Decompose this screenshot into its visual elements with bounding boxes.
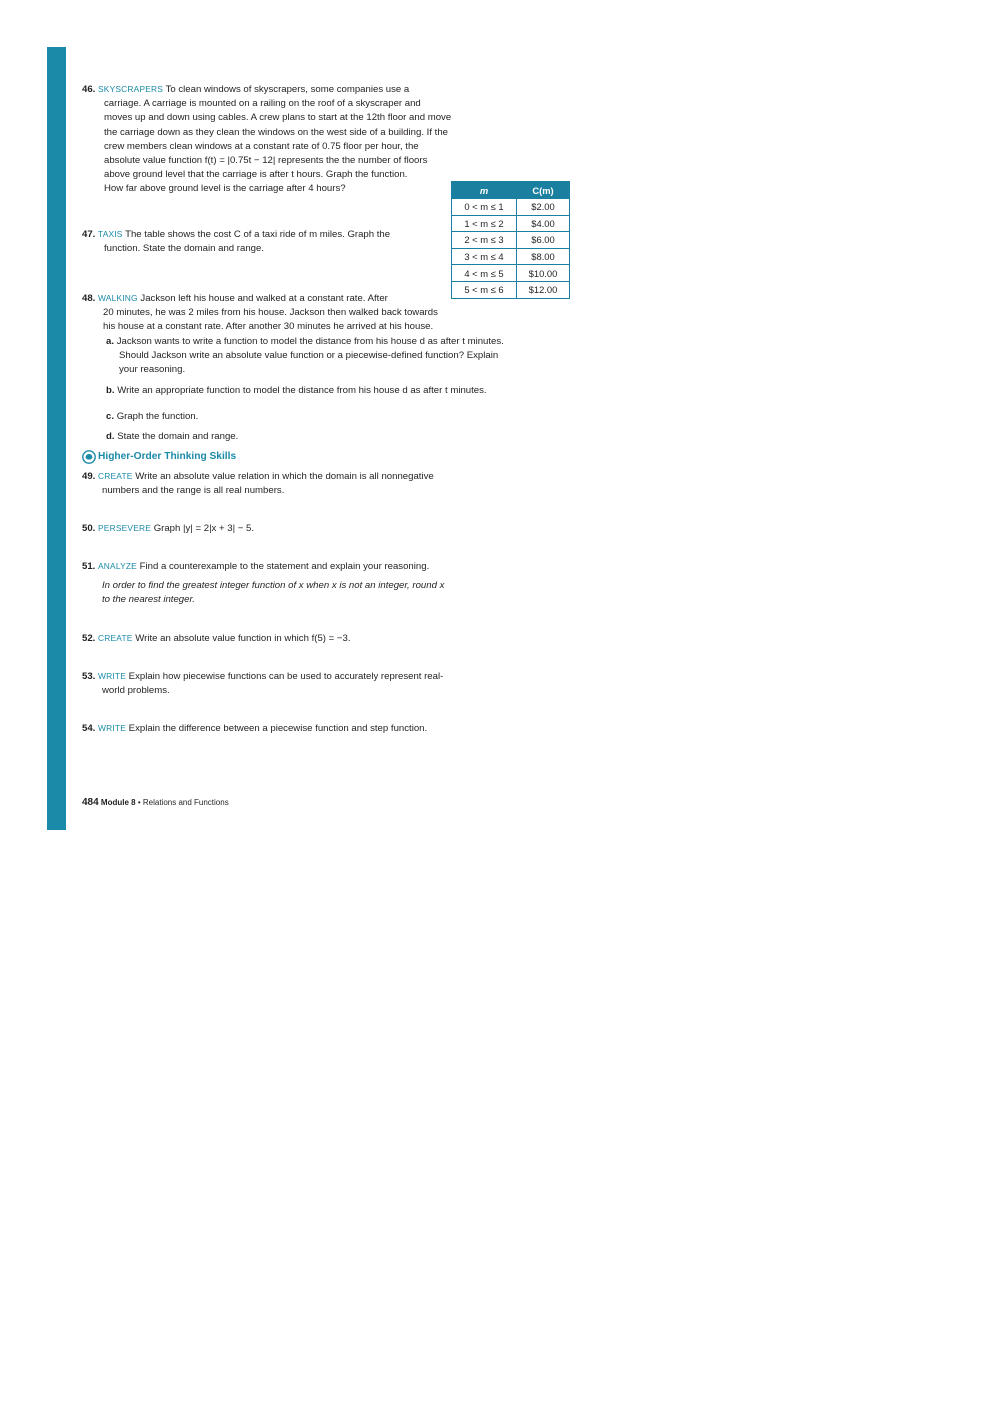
exercise-48b — [106, 384, 569, 398]
exercise-number: 51. — [82, 561, 96, 572]
part-label: a. — [106, 336, 115, 347]
brain-icon — [82, 450, 96, 464]
exercise-53 — [82, 669, 502, 698]
exercise-topic-tag: WALKING — [98, 293, 138, 303]
exercise-48 — [82, 291, 502, 335]
table-header-m — [452, 182, 517, 199]
exercise-text: How far above ground level is the carriage after 4 hours? — [104, 183, 346, 195]
exercise-49 — [82, 469, 502, 498]
exercise-number: 47. — [82, 229, 96, 240]
table-header-row — [452, 182, 570, 199]
exercise-text: Should Jackson write an absolute value function or a piecewise-defined function? Explain — [119, 350, 499, 362]
exercise-49-line-1 — [82, 469, 502, 484]
exercise-53-line-1 — [82, 669, 502, 684]
exercise-text: In order to find the greatest integer function of x when x is not an integer, round x — [102, 580, 445, 591]
exercise-48c — [106, 410, 569, 424]
exercise-text: 20 minutes, he was 2 miles from his house. Jackson then walked back towards — [103, 307, 438, 319]
table-cell: $10.00 — [517, 265, 570, 282]
exercise-number: 48. — [82, 293, 96, 304]
exercise-text: Write an appropriate function to model the distance from his house d as after t minutes. — [117, 385, 487, 396]
exercise-text: your reasoning. — [119, 364, 186, 376]
page-number: 484 — [82, 797, 99, 808]
exercise-text: to the nearest integer. — [102, 594, 195, 606]
exercise-text: absolute value function f(t) = |0.75t − 12| represents the the number of floors — [104, 155, 428, 167]
table-row — [452, 281, 570, 298]
exercise-text: Write an absolute value relation in which the domain is all nonnegative — [135, 471, 434, 482]
exercise-text: crew members clean windows at a constant rate of 0.75 floor per hour, the — [104, 140, 419, 152]
part-label: b. — [106, 385, 115, 396]
exercise-text: State the domain and range. — [117, 431, 239, 442]
exercise-48-line-1 — [82, 291, 502, 306]
exercise-51 — [82, 559, 502, 574]
exercise-topic-tag: PERSEVERE — [98, 523, 152, 533]
table-cell: 3 < m ≤ 4 — [452, 248, 517, 265]
exercise-topic-tag: SKYSCRAPERS — [98, 84, 164, 94]
exercise-text: numbers and the range is all real numbers. — [102, 485, 285, 497]
page-footer — [82, 797, 229, 808]
table-row — [452, 215, 570, 232]
exercise-51-statement — [102, 579, 522, 607]
exercise-topic-tag: WRITE — [98, 723, 126, 733]
exercise-text: moves up and down using cables. A crew plans to start at the 12th floor and move — [104, 112, 452, 124]
module-color-bar — [47, 47, 66, 830]
part-label: d. — [106, 431, 115, 442]
table-row — [452, 248, 570, 265]
table-header-cost: C(m) — [517, 182, 570, 199]
exercise-text: function. State the domain and range. — [104, 243, 265, 255]
table-cell: $12.00 — [517, 281, 570, 298]
module-label: Module 8 — [100, 798, 136, 807]
exercise-text: his house at a constant rate. After another 30 minutes he arrived at his house. — [103, 321, 434, 333]
module-title: Relations and Functions — [142, 798, 229, 807]
exercise-text: Graph |y| = 2|x + 3| − 5. — [153, 523, 255, 534]
exercise-52 — [82, 631, 502, 646]
exercise-text: Explain the difference between a piecewise function and step function. — [128, 723, 428, 734]
table-row — [452, 199, 570, 216]
exercise-46-line-1 — [82, 82, 512, 97]
exercise-47-line-1 — [82, 227, 442, 242]
exercise-text: carriage. A carriage is mounted on a railing on the roof of a skyscraper and — [104, 98, 421, 110]
exercise-number: 46. — [82, 84, 96, 95]
exercise-number: 50. — [82, 523, 96, 534]
exercise-50 — [82, 521, 502, 536]
table-cell: 4 < m ≤ 5 — [452, 265, 517, 282]
table-cell: $6.00 — [517, 232, 570, 249]
exercise-48-body — [82, 306, 502, 334]
exercise-46 — [82, 82, 512, 197]
hots-title: Higher-Order Thinking Skills — [98, 451, 237, 462]
exercise-number: 54. — [82, 723, 96, 734]
exercise-text: Explain how piecewise functions can be used to accurately represent real- — [128, 671, 444, 682]
table-cell: 0 < m ≤ 1 — [452, 199, 517, 216]
exercise-number: 52. — [82, 633, 96, 644]
exercise-text: To clean windows of skyscrapers, some companies use a — [165, 84, 410, 95]
table-cell: $4.00 — [517, 215, 570, 232]
table-cell: 5 < m ≤ 6 — [452, 281, 517, 298]
footer-separator: • — [137, 798, 141, 807]
exercise-54 — [82, 721, 502, 736]
table-cell: 2 < m ≤ 3 — [452, 232, 517, 249]
taxi-cost-table — [451, 181, 570, 299]
hots-heading — [82, 450, 236, 464]
exercise-48a — [106, 335, 569, 378]
exercise-47 — [82, 227, 442, 256]
exercise-topic-tag: TAXIS — [98, 229, 123, 239]
exercise-text: Jackson wants to write a function to model the distance from his house d as after t minutes. — [116, 336, 504, 347]
exercise-number: 49. — [82, 471, 96, 482]
exercise-topic-tag: ANALYZE — [98, 561, 137, 571]
table-cell: $2.00 — [517, 199, 570, 216]
exercise-text: above ground level that the carriage is after t hours. Graph the function. — [104, 169, 408, 181]
table-cell: $8.00 — [517, 248, 570, 265]
table-row — [452, 232, 570, 249]
exercise-text: world problems. — [102, 685, 170, 697]
exercise-text: Jackson left his house and walked at a constant rate. After — [140, 293, 388, 304]
exercise-number: 53. — [82, 671, 96, 682]
header-text: m — [479, 184, 489, 196]
part-label: c. — [106, 411, 115, 422]
exercise-text: The table shows the cost C of a taxi ride of m miles. Graph the — [125, 229, 391, 240]
exercise-text: Write an absolute value function in which f(5) = −3. — [135, 633, 351, 644]
exercise-topic-tag: WRITE — [98, 671, 126, 681]
exercise-topic-tag: CREATE — [98, 471, 133, 481]
exercise-topic-tag: CREATE — [98, 633, 133, 643]
exercise-text: Graph the function. — [116, 411, 199, 422]
exercise-text: the carriage down as they clean the windows on the west side of a building. If the — [104, 126, 448, 138]
exercise-46-body — [82, 97, 512, 196]
table-cell: 1 < m ≤ 2 — [452, 215, 517, 232]
exercise-text: Find a counterexample to the statement and explain your reasoning. — [139, 561, 430, 572]
table-row — [452, 265, 570, 282]
exercise-48d — [106, 430, 569, 444]
